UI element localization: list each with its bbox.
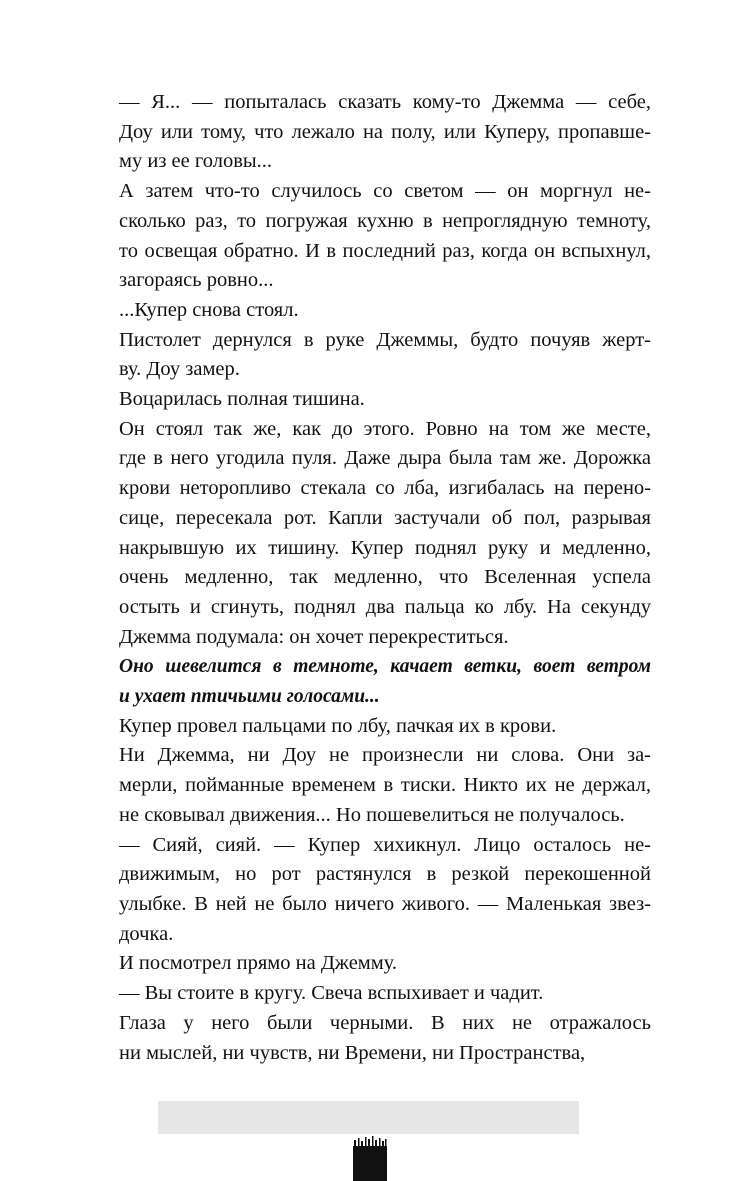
text-line: сице, пересекала рот. Капли застучали об пол, разрывая xyxy=(119,506,651,529)
text-line: ни мыслей, ни чувств, ни Времени, ни Пространства, xyxy=(119,1041,586,1064)
text-line: дочка. xyxy=(119,922,174,945)
text-line: Доу или тому, что лежало на полу, или Куперу, пропавше- xyxy=(119,120,651,143)
text-line: му из ее головы... xyxy=(119,150,273,173)
text-line: Воцарилась полная тишина. xyxy=(119,388,365,411)
text-line: Пистолет дернулся в руке Джеммы, будто почуяв жерт- xyxy=(119,328,651,351)
text-line: сколько раз, то погружая кухню в непроглядную темноту, xyxy=(119,209,651,232)
paragraph xyxy=(89,296,651,326)
paragraph xyxy=(89,712,651,742)
text-line: и ухает птичьими голосами... xyxy=(119,686,380,708)
printer-mark-icon xyxy=(353,1136,387,1181)
text-line: крови неторопливо стекала со лба, изгибалась на перено- xyxy=(119,477,651,500)
text-line: Купер провел пальцами по лбу, пачкая их в крови. xyxy=(119,714,557,737)
text-line: мерли, пойманные временем в тиски. Никто их не держал, xyxy=(119,774,651,797)
paragraph xyxy=(89,415,651,653)
text-line: не сковывал движения... Но пошевелиться не получалось. xyxy=(119,803,625,826)
text-line: остыть и сгинуть, поднял два пальца ко лбу. На секунду xyxy=(119,595,651,618)
paragraph xyxy=(89,979,651,1009)
page-body-text xyxy=(89,88,651,1068)
paragraph xyxy=(89,831,651,950)
text-line: накрывшую их тишину. Купер поднял руку и медленно, xyxy=(119,536,651,559)
text-line: улыбке. В ней не было ничего живого. — Маленькая звез- xyxy=(119,892,651,915)
paragraph xyxy=(89,177,651,296)
text-line: И посмотрел прямо на Джемму. xyxy=(119,952,398,975)
paragraph xyxy=(89,741,651,830)
text-line: — Я... — попыталась сказать кому-то Джемма — себе, xyxy=(119,91,651,113)
text-line: — Вы стоите в кругу. Свеча вспыхивает и чадит. xyxy=(119,982,544,1005)
text-line: Оно шевелится в темноте, качает ветки, воет ветром xyxy=(119,656,651,678)
text-line: Он стоял так же, как до этого. Ровно на том же месте, xyxy=(119,417,651,440)
text-line: загораясь ровно... xyxy=(119,269,274,292)
text-line: Ни Джемма, ни Доу не произнесли ни слова. Они за- xyxy=(119,744,651,767)
paragraph xyxy=(89,326,651,385)
paragraph xyxy=(89,1009,651,1068)
paragraph xyxy=(89,88,651,177)
text-line: очень медленно, так медленно, что Вселенная успела xyxy=(119,566,651,589)
text-line: Глаза у него были черными. В них не отражалось xyxy=(119,1011,651,1034)
text-line: то освещая обратно. И в последний раз, когда он вспыхнул, xyxy=(119,239,651,262)
paragraph xyxy=(89,949,651,979)
text-line: где в него угодила пуля. Даже дыра была там же. Дорожка xyxy=(119,447,651,470)
footer-bar xyxy=(158,1101,579,1134)
text-line: ...Купер снова стоял. xyxy=(119,298,299,321)
paragraph xyxy=(89,385,651,415)
text-line: Джемма подумала: он хочет перекреститься. xyxy=(119,625,509,648)
text-line: А затем что-то случилось со светом — он моргнул не- xyxy=(119,180,651,203)
text-line: ву. Доу замер. xyxy=(119,358,240,381)
text-line: — Сияй, сияй. — Купер хихикнул. Лицо осталось не- xyxy=(119,833,651,856)
text-line: движимым, но рот растянулся в резкой перекошенной xyxy=(119,863,651,886)
paragraph xyxy=(89,652,651,711)
